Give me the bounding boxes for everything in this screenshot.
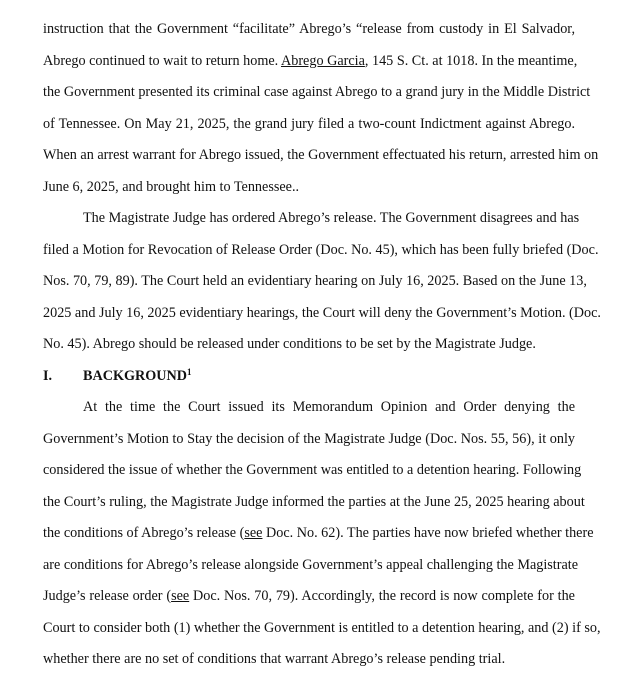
paragraph-1-line-4: of Tennessee. On May 21, 2025, the grand jury filed a two-count Indictment against Abrego.: [43, 116, 575, 132]
paragraph-1-line-6: June 6, 2025, and brought him to Tennessee..: [43, 179, 300, 195]
section-heading-title: BACKGROUND: [83, 368, 188, 384]
paragraph-1-line-3: the Government presented its criminal case against Abrego to a grand jury in the Middle District: [43, 84, 591, 100]
text-span: , 145 S. Ct. at 1018. In the meantime,: [364, 53, 578, 69]
paragraph-3-line-4: the Court’s ruling, the Magistrate Judge informed the parties at the June 25, 2025 hearing about: [43, 494, 585, 510]
paragraph-1-line-1: instruction that the Government “facilitate” Abrego’s “release from custody in El Salvador,: [43, 21, 575, 37]
paragraph-3-line-7: [43, 588, 575, 604]
footnote-marker: 1: [187, 367, 192, 377]
see-signal: see: [244, 525, 263, 541]
paragraph-2-line-5: No. 45). Abrego should be released under conditions to be set by the Magistrate Judge.: [43, 336, 536, 352]
paragraph-1-line-5: When an arrest warrant for Abrego issued, the Government effectuated his return, arrested him on: [43, 147, 599, 163]
paragraph-3-line-3: considered the issue of whether the Government was entitled to a detention hearing. Following: [43, 462, 582, 478]
paragraph-2-line-4: 2025 and July 16, 2025 evidentiary hearings, the Court will deny the Government’s Motion. (Doc.: [43, 305, 601, 321]
section-heading-number: I.: [43, 368, 53, 384]
paragraph-1-line-2: [43, 53, 578, 69]
section-heading: [83, 368, 283, 384]
see-signal: see: [171, 588, 190, 604]
paragraph-2-line-3: Nos. 70, 79, 89). The Court held an evidentiary hearing on July 16, 2025. Based on the June 13,: [43, 273, 587, 289]
paragraph-3-line-6: are conditions for Abrego’s release alongside Government’s appeal challenging the Magistrate: [43, 557, 579, 573]
paragraph-2-line-2: filed a Motion for Revocation of Release Order (Doc. No. 45), which has been fully briefed (Doc.: [43, 242, 599, 258]
text-span: Doc. Nos. 70, 79). Accordingly, the record is now complete for the: [189, 588, 575, 604]
paragraph-3-line-9: whether there are no set of conditions that warrant Abrego’s release pending trial.: [43, 651, 506, 667]
paragraph-3-line-2: Government’s Motion to Stay the decision of the Magistrate Judge (Doc. Nos. 55, 56), it only: [43, 431, 575, 447]
text-span: Abrego continued to wait to return home.: [43, 53, 281, 69]
paragraph-3-line-1: At the time the Court issued its Memorandum Opinion and Order denying the: [83, 399, 575, 415]
text-span: the conditions of Abrego’s release (: [43, 525, 245, 541]
text-span: Judge’s release order (: [43, 588, 172, 604]
paragraph-2-line-1: The Magistrate Judge has ordered Abrego’s release. The Government disagrees and has: [83, 210, 580, 226]
paragraph-3-line-8: Court to consider both (1) whether the Government is entitled to a detention hearing, and (2) if so,: [43, 620, 601, 636]
paragraph-3-line-5: [43, 525, 594, 541]
case-citation-abrego-garcia: Abrego Garcia: [280, 53, 365, 69]
text-span: Doc. No. 62). The parties have now briefed whether there: [262, 525, 594, 541]
